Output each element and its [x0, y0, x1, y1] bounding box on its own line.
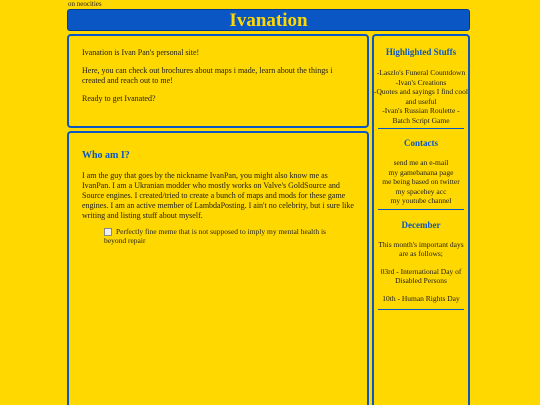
highlighted-link[interactable]: -Ivan's Russian Roulette - Batch Script Game [382, 106, 460, 125]
who-am-i-text: I am the guy that goes by the nickname IvanPan, you might also know me as IvanPan. I am a Ukranian modder who mostly works on Valve's GoldSource and Source engines. I created/tried to create a bunch of maps and mods for these game engines. I am an active member of LambdaPosting. I ain't no celebrity, but i sure like writing and listing stuff about myself. [82, 171, 354, 220]
top-note: on neocities [68, 0, 102, 8]
who-am-i-section [67, 131, 369, 405]
highlighted-heading: Highlighted Stuffs [385, 47, 457, 57]
meme-image [104, 227, 344, 245]
december-intro: This month's important days are as follows; [378, 239, 464, 258]
intro-paragraph: Ready to get Ivanated? [82, 94, 156, 103]
site-header [67, 9, 470, 31]
who-am-i-heading: Who am I? [82, 150, 130, 161]
divider [378, 309, 464, 310]
highlighted-link[interactable]: -Laszlo's Funeral Countdown [376, 68, 466, 77]
contacts-list [374, 158, 468, 206]
december-heading: December [401, 219, 441, 230]
highlighted-list [374, 68, 468, 125]
contact-link-spacehey[interactable]: my spacehey acc [395, 186, 447, 196]
contact-link-email[interactable]: send me an e-mail [393, 158, 449, 167]
contact-link-gamebanana[interactable]: my gamebanana page [388, 167, 454, 177]
december-day: 10th - Human Rights Day [382, 293, 460, 303]
broken-image-icon [104, 228, 112, 236]
contacts-heading: Contacts [404, 138, 438, 148]
contact-link-twitter[interactable]: me being based on twitter [382, 177, 460, 186]
december-day: 03rd - International Day of Disabled Persons [380, 266, 462, 285]
contact-link-youtube[interactable]: my youtube channel [390, 196, 452, 205]
highlighted-link[interactable]: -Ivan's Creations [395, 77, 447, 87]
meme-image-alt: Perfectly fine meme that is not supposed to imply my mental health is beyond repair [104, 227, 326, 246]
sidebar [372, 34, 470, 405]
highlighted-link[interactable]: -Quotes and sayings I find cool and useful [374, 87, 468, 106]
site-title: Ivanation [229, 10, 308, 31]
intro-paragraph: Here, you can check out brochures about maps i made, learn about the things i created and reach out to me! [82, 66, 333, 85]
intro-box [67, 34, 369, 128]
intro-paragraph: Ivanation is Ivan Pan's personal site! [82, 48, 200, 57]
